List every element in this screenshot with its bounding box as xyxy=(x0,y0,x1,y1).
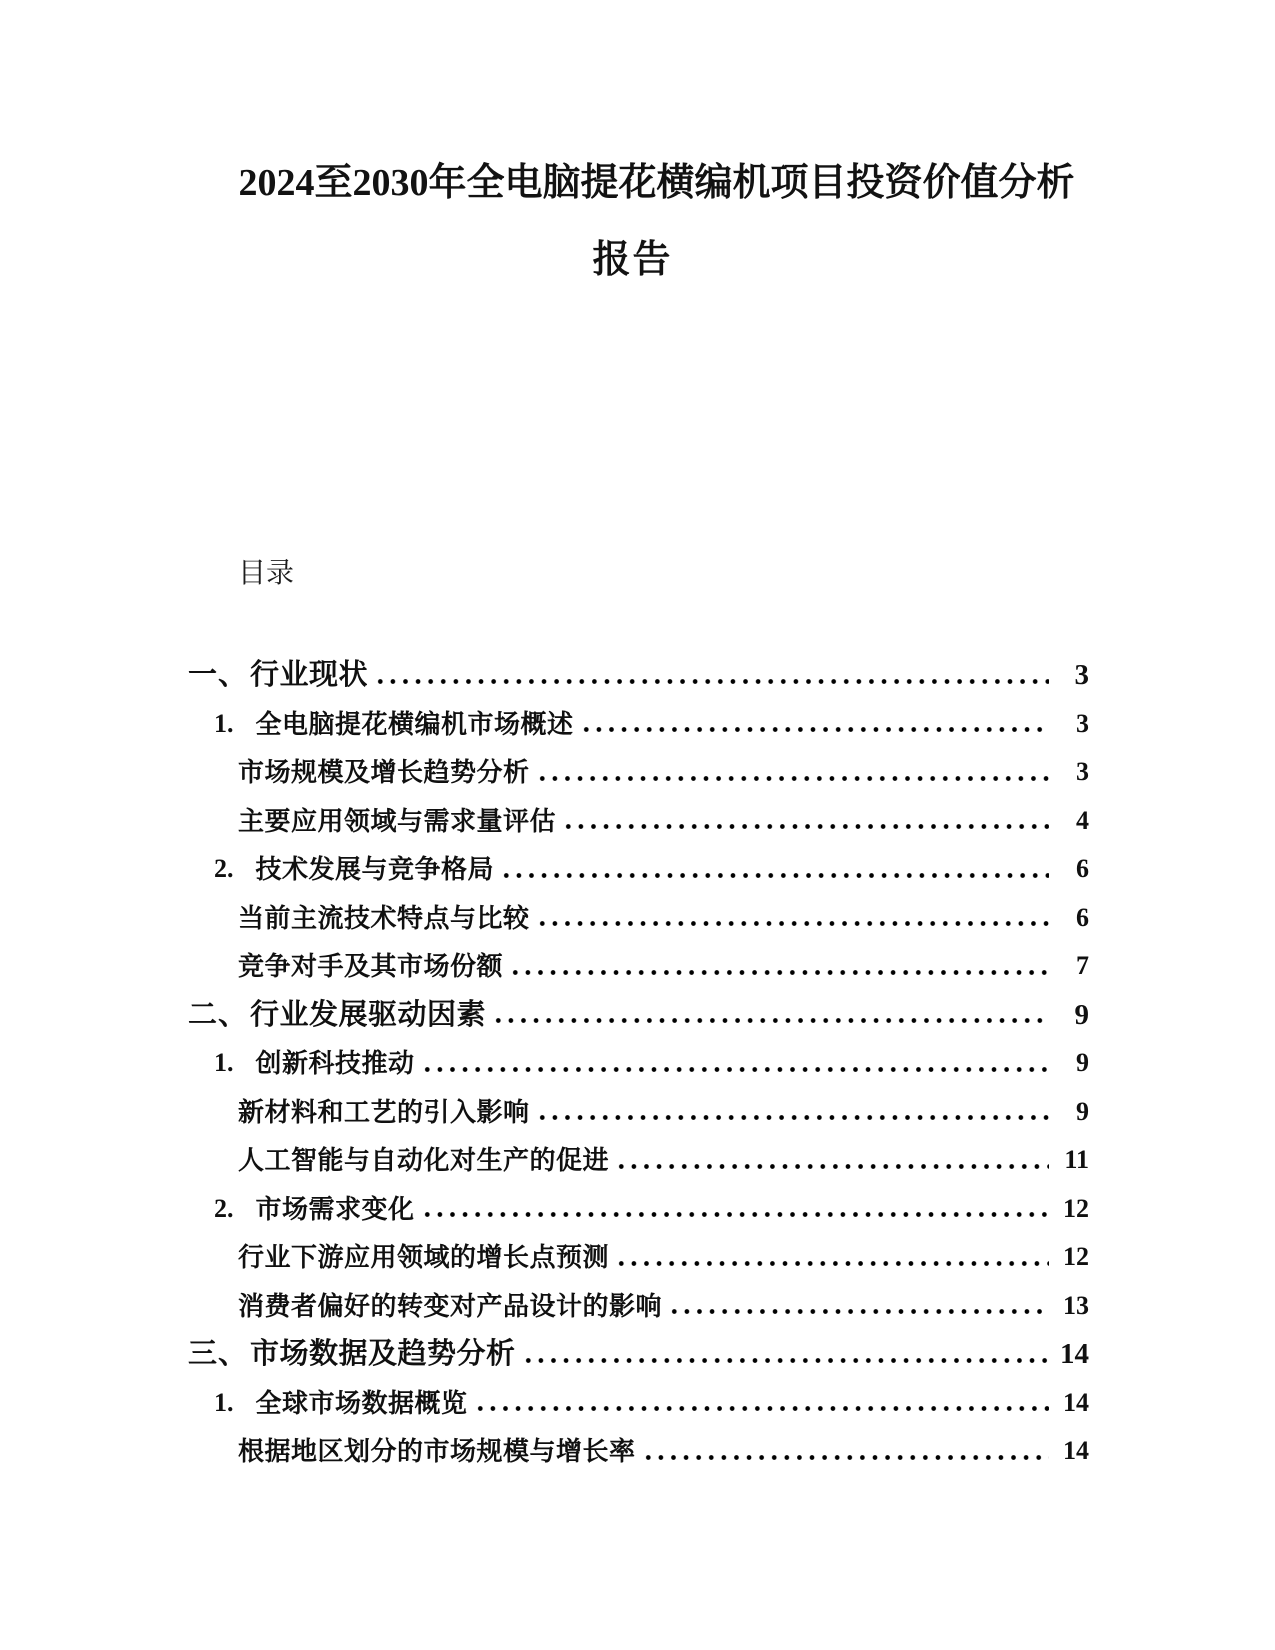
toc-entry-label: 根据地区划分的市场规模与增长率 xyxy=(238,1436,636,1466)
toc-dot-leader xyxy=(536,894,1049,943)
toc-page-number: 3 xyxy=(1076,708,1089,738)
toc-page-number: 6 xyxy=(1076,854,1089,883)
toc-entry-number: 1. xyxy=(214,1048,234,1077)
toc-entry[interactable] xyxy=(176,1136,1089,1185)
toc-entry[interactable] xyxy=(176,894,1089,943)
toc-entry-label: 当前主流技术特点与比较 xyxy=(238,902,530,933)
toc-page-number: 9 xyxy=(1076,1048,1089,1077)
toc-entry-label: 消费者偏好的转变对产品设计的影响 xyxy=(238,1290,663,1321)
toc-heading: 目录 xyxy=(238,558,295,589)
document-title xyxy=(176,0,1089,299)
toc-page-number: 13 xyxy=(1063,1290,1089,1320)
toc-page-number: 12 xyxy=(1063,1193,1089,1223)
toc-entry[interactable] xyxy=(176,1088,1089,1137)
toc-entry-number: 一、 xyxy=(188,659,249,691)
toc-entry-number: 2. xyxy=(214,1193,234,1223)
toc-dot-leader xyxy=(562,797,1049,846)
toc-entry-number: 1. xyxy=(214,1387,234,1417)
toc-dot-leader xyxy=(522,1330,1049,1379)
toc-entry-label: 全球市场数据概览 xyxy=(255,1387,468,1418)
toc-page-number: 14 xyxy=(1060,1338,1089,1370)
toc-dot-leader xyxy=(536,1088,1049,1137)
toc-entry-label: 人工智能与自动化对生产的促进 xyxy=(238,1145,610,1175)
toc-page-number: 7 xyxy=(1076,951,1089,980)
toc-dot-leader xyxy=(615,1136,1049,1185)
toc-entry-label: 市场规模及增长趋势分析 xyxy=(238,757,530,787)
toc-entry-label: 技术发展与竞争格局 xyxy=(255,854,495,884)
toc-entry-number: 二、 xyxy=(188,998,249,1031)
toc-page-number: 4 xyxy=(1076,805,1089,835)
toc-page-number: 11 xyxy=(1064,1145,1089,1174)
toc-dot-leader xyxy=(580,700,1049,749)
toc-page-number: 3 xyxy=(1074,659,1089,691)
toc-page-number: 9 xyxy=(1074,998,1089,1031)
toc-entry-label: 全电脑提花横编机市场概述 xyxy=(255,708,574,739)
toc-dot-leader xyxy=(536,748,1049,797)
toc-page-number: 12 xyxy=(1063,1242,1089,1271)
toc-entry-label: 新材料和工艺的引入影响 xyxy=(238,1096,530,1127)
toc-entry[interactable] xyxy=(176,651,1089,700)
toc-page-number: 9 xyxy=(1076,1096,1089,1126)
toc-dot-leader xyxy=(374,651,1049,700)
toc-entry[interactable] xyxy=(176,1379,1089,1428)
toc-entry[interactable] xyxy=(176,1282,1089,1331)
toc-page-number: 14 xyxy=(1063,1387,1089,1417)
toc-dot-leader xyxy=(509,942,1049,991)
toc-entry-label: 行业发展驱动因素 xyxy=(250,998,487,1031)
toc-dot-leader xyxy=(492,991,1049,1040)
toc-entry-label: 市场需求变化 xyxy=(255,1193,415,1224)
toc-dot-leader xyxy=(421,1185,1049,1234)
toc-entry[interactable] xyxy=(176,748,1089,797)
toc-page-number: 14 xyxy=(1063,1436,1089,1465)
toc-page-number: 3 xyxy=(1076,757,1089,786)
toc-entry-number: 2. xyxy=(214,854,234,883)
toc-dot-leader xyxy=(421,1039,1049,1088)
toc-list xyxy=(176,651,1089,1476)
toc-entry[interactable] xyxy=(176,797,1089,846)
toc-entry[interactable] xyxy=(176,942,1089,991)
toc-dot-leader xyxy=(642,1427,1049,1476)
toc-entry[interactable] xyxy=(176,1233,1089,1282)
toc-dot-leader xyxy=(474,1379,1049,1428)
toc-entry-label: 行业下游应用领域的增长点预测 xyxy=(238,1242,610,1272)
toc-dot-leader xyxy=(668,1282,1049,1331)
title-line-2: 报告 xyxy=(592,239,673,281)
toc-entry-label: 竞争对手及其市场份额 xyxy=(238,951,504,981)
toc-entry-number: 1. xyxy=(214,708,234,738)
toc-page-number: 6 xyxy=(1076,902,1089,932)
title-line-1: 2024至2030年全电脑提花横编机项目投资价值分析 xyxy=(238,162,1075,204)
toc-entry[interactable] xyxy=(176,1039,1089,1088)
toc-entry[interactable] xyxy=(176,700,1089,749)
toc-dot-leader xyxy=(615,1233,1049,1282)
toc-entry[interactable] xyxy=(176,1427,1089,1476)
toc-entry-number: 三、 xyxy=(188,1338,249,1370)
toc-entry-label: 创新科技推动 xyxy=(255,1048,415,1078)
toc-entry[interactable] xyxy=(176,1330,1089,1379)
toc-entry[interactable] xyxy=(176,1185,1089,1234)
toc-entry[interactable] xyxy=(176,845,1089,894)
toc-entry-label: 行业现状 xyxy=(250,659,369,691)
toc-entry-label: 主要应用领域与需求量评估 xyxy=(238,805,557,836)
toc-entry-label: 市场数据及趋势分析 xyxy=(250,1338,516,1370)
toc-dot-leader xyxy=(500,845,1049,894)
toc-entry[interactable] xyxy=(176,991,1089,1040)
